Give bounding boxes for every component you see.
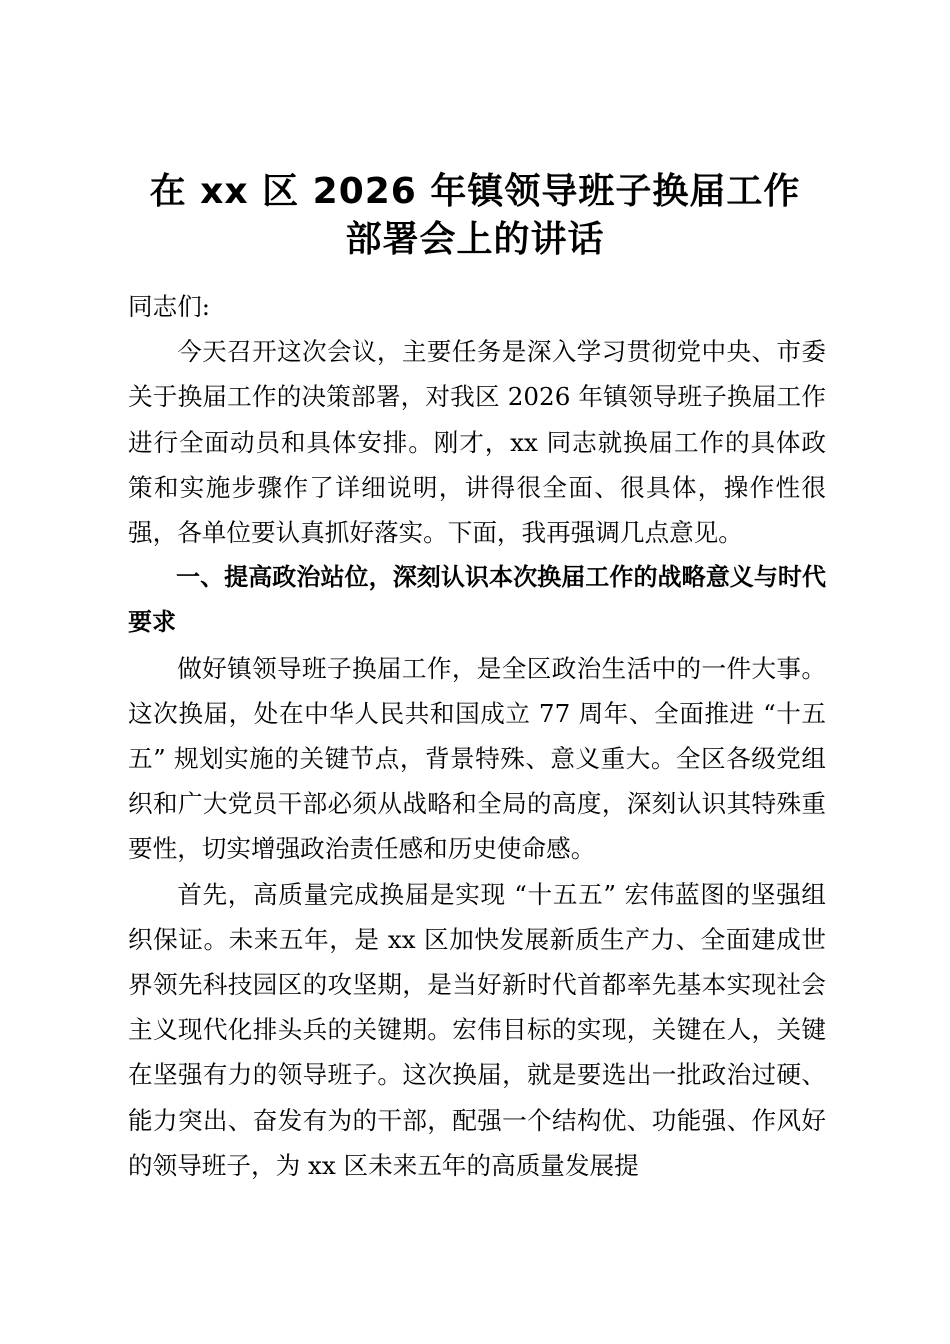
section-heading-1: 一、提高政治站位，深刻认识本次换届工作的战略意义与时代要求	[128, 563, 826, 637]
body-paragraph-section1-1: 做好镇领导班子换届工作，是全区政治生活中的一件大事。这次换届，处在中华人民共和国成立 77 周年、全面推进 “十五五” 规划实施的关键节点，背景特殊、意义重大。全区各级党组织和广大党员干部必须从战略和全局的高度，深刻认识其特殊重要性，切实增强政治责任感和历史使命感。	[128, 653, 826, 864]
salutation: 同志们:	[128, 292, 211, 321]
body-paragraph-intro: 今天召开这次会议，主要任务是深入学习贯彻党中央、市委关于换届工作的决策部署，对我区 2026 年镇领导班子换届工作进行全面动员和具体安排。刚才，xx 同志就换届工作的具体政策和实施步骤作了详细说明，讲得很全面、很具体，操作性很强，各单位要认真抓好落实。下面，我再强调几点意见。	[128, 337, 826, 548]
document-title-line-2: 部署会上的讲话	[345, 219, 605, 260]
body-paragraph-section1-2: 首先，高质量完成换届是实现 “十五五” 宏伟蓝图的坚强组织保证。未来五年，是 xx 区加快发展新质生产力、全面建成世界领先科技园区的攻坚期，是当好新时代首都率先基本实现社会主义现代化排头兵的关键期。宏伟目标的实现，关键在人，关键在坚强有力的领导班子。这次换届，就是要选出一批政治过硬、能力突出、奋发有为的干部，配强一个结构优、功能强、作风好的领导班子，为 xx 区未来五年的高质量发展提	[128, 879, 826, 1180]
document-title-line-1: 在 xx 区 2026 年镇领导班子换届工作	[149, 171, 801, 212]
document-body	[128, 284, 826, 1188]
